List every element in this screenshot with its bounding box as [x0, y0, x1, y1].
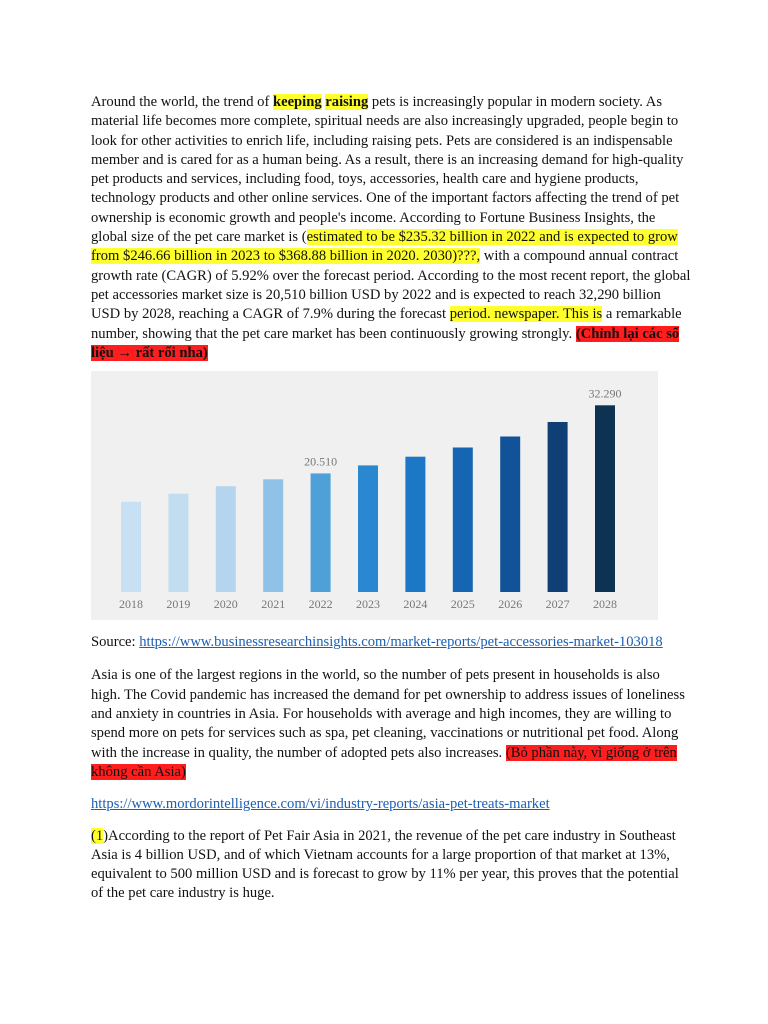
x-tick-label: 2027 [545, 597, 570, 612]
data-label: 32.290 [588, 386, 622, 401]
review-comment-note: (Bỏ phần này, vì giống ở trên không cần Asia) [91, 744, 677, 780]
highlight-market-size: estimated to be $235.32 billion in 2022 and is expected to grow from $246.66 billion in 2023 to $368.88 billion in 2020. 2030)???, [91, 229, 678, 265]
bar-2027 [548, 422, 568, 592]
paragraph-text: a remarkable number, showing that the pet care market has been continuously growing strongly. [91, 306, 682, 342]
paragraph-text: pets is increasingly popular in modern society. As material life becomes more complete, spiritual needs are also increasingly upgraded, people begin to look for other activities to enrich life, including raising pets. Pets are considered is an indispensable member and is cared for as a human being. As a result, there is an increasing demand for high-quality pet products and services, including food, toys, accessories, health care and hygiene products, technology products and other online services. One of the important factors affecting the trend of pet ownership is economic growth and people's income. According to Fortune Business Insights, the global size of the pet care market is ( [91, 94, 684, 246]
bar-2026 [500, 437, 520, 593]
source-line [91, 633, 691, 652]
highlight-keeping: keeping [272, 94, 322, 110]
x-tick-label: 2028 [593, 597, 617, 612]
bar-2018 [121, 502, 141, 592]
x-tick-label: 2024 [403, 597, 428, 612]
paragraph-text: )According to the report of Pet Fair Asia in 2021, the revenue of the pet care industry in Southeast Asia is 4 billion USD, and of which Vietnam accounts for a large proportion of that market at 13%, equivalent to 500 million USD and is forecast to grow by 11% per year, this proves that the potential of the pet care industry is huge. [91, 827, 679, 902]
asia-paragraph [91, 666, 691, 782]
document-page [91, 93, 691, 904]
review-comment-note: (Chỉnh lại các số liệu → rất rối nha) [91, 325, 680, 361]
bar-2023 [358, 466, 378, 593]
pet-accessories-bar-chart [91, 371, 658, 620]
x-tick-label: 2020 [213, 597, 238, 612]
paragraph-text: with a compound annual contract growth rate (CAGR) of 5.92% over the forecast period. According to the most recent report, the global pet accessories market size is 20,510 billion USD by 2022 and is expected to reach 32,290 billion USD by 2028, reaching a CAGR of 7.9% during the forecast [91, 248, 691, 323]
chart-svg [91, 371, 658, 620]
source-link[interactable]: https://www.businessresearchinsights.com/market-reports/pet-accessories-market-103018 [139, 634, 663, 651]
mordor-link[interactable]: https://www.mordorintelligence.com/vi/industry-reports/asia-pet-treats-market [91, 796, 550, 813]
bar-2028 [595, 405, 615, 592]
source-label: Source: [91, 634, 140, 651]
x-tick-label: 2022 [308, 597, 333, 612]
x-tick-label: 2023 [356, 597, 380, 612]
x-tick-label: 2018 [119, 597, 143, 612]
x-tick-label: 2025 [450, 597, 475, 612]
highlight-forecast-period: period. newspaper. This is [449, 306, 603, 323]
data-label: 20.510 [304, 454, 338, 469]
highlight-raising: raising [325, 94, 369, 110]
bar-2022 [311, 474, 331, 593]
bar-2019 [168, 494, 188, 592]
x-tick-label: 2026 [498, 597, 523, 612]
bar-2021 [263, 479, 283, 592]
x-tick-label: 2021 [261, 597, 286, 612]
intro-paragraph [91, 93, 691, 363]
bar-2025 [453, 448, 473, 593]
mordor-link-line [91, 795, 691, 814]
paragraph-text: Asia is one of the largest regions in the world, so the number of pets present in households is also high. The Covid pandemic has increased the demand for pet ownership to address issues of loneliness and anxiety in countries in Asia. For households with average and high incomes, they are willing to spend more on pets for services such as spa, pet cleaning, vaccinations or nutritional pet food. Along with the increase in quality, the number of adopted pets also increases. [91, 667, 685, 761]
bar-2020 [216, 486, 236, 592]
highlight-marker: (1 [91, 827, 104, 844]
paragraph-text: Around the world, the trend of [91, 94, 273, 110]
pet-fair-paragraph [91, 827, 691, 904]
x-tick-label: 2019 [166, 597, 191, 612]
bar-2024 [405, 457, 425, 592]
